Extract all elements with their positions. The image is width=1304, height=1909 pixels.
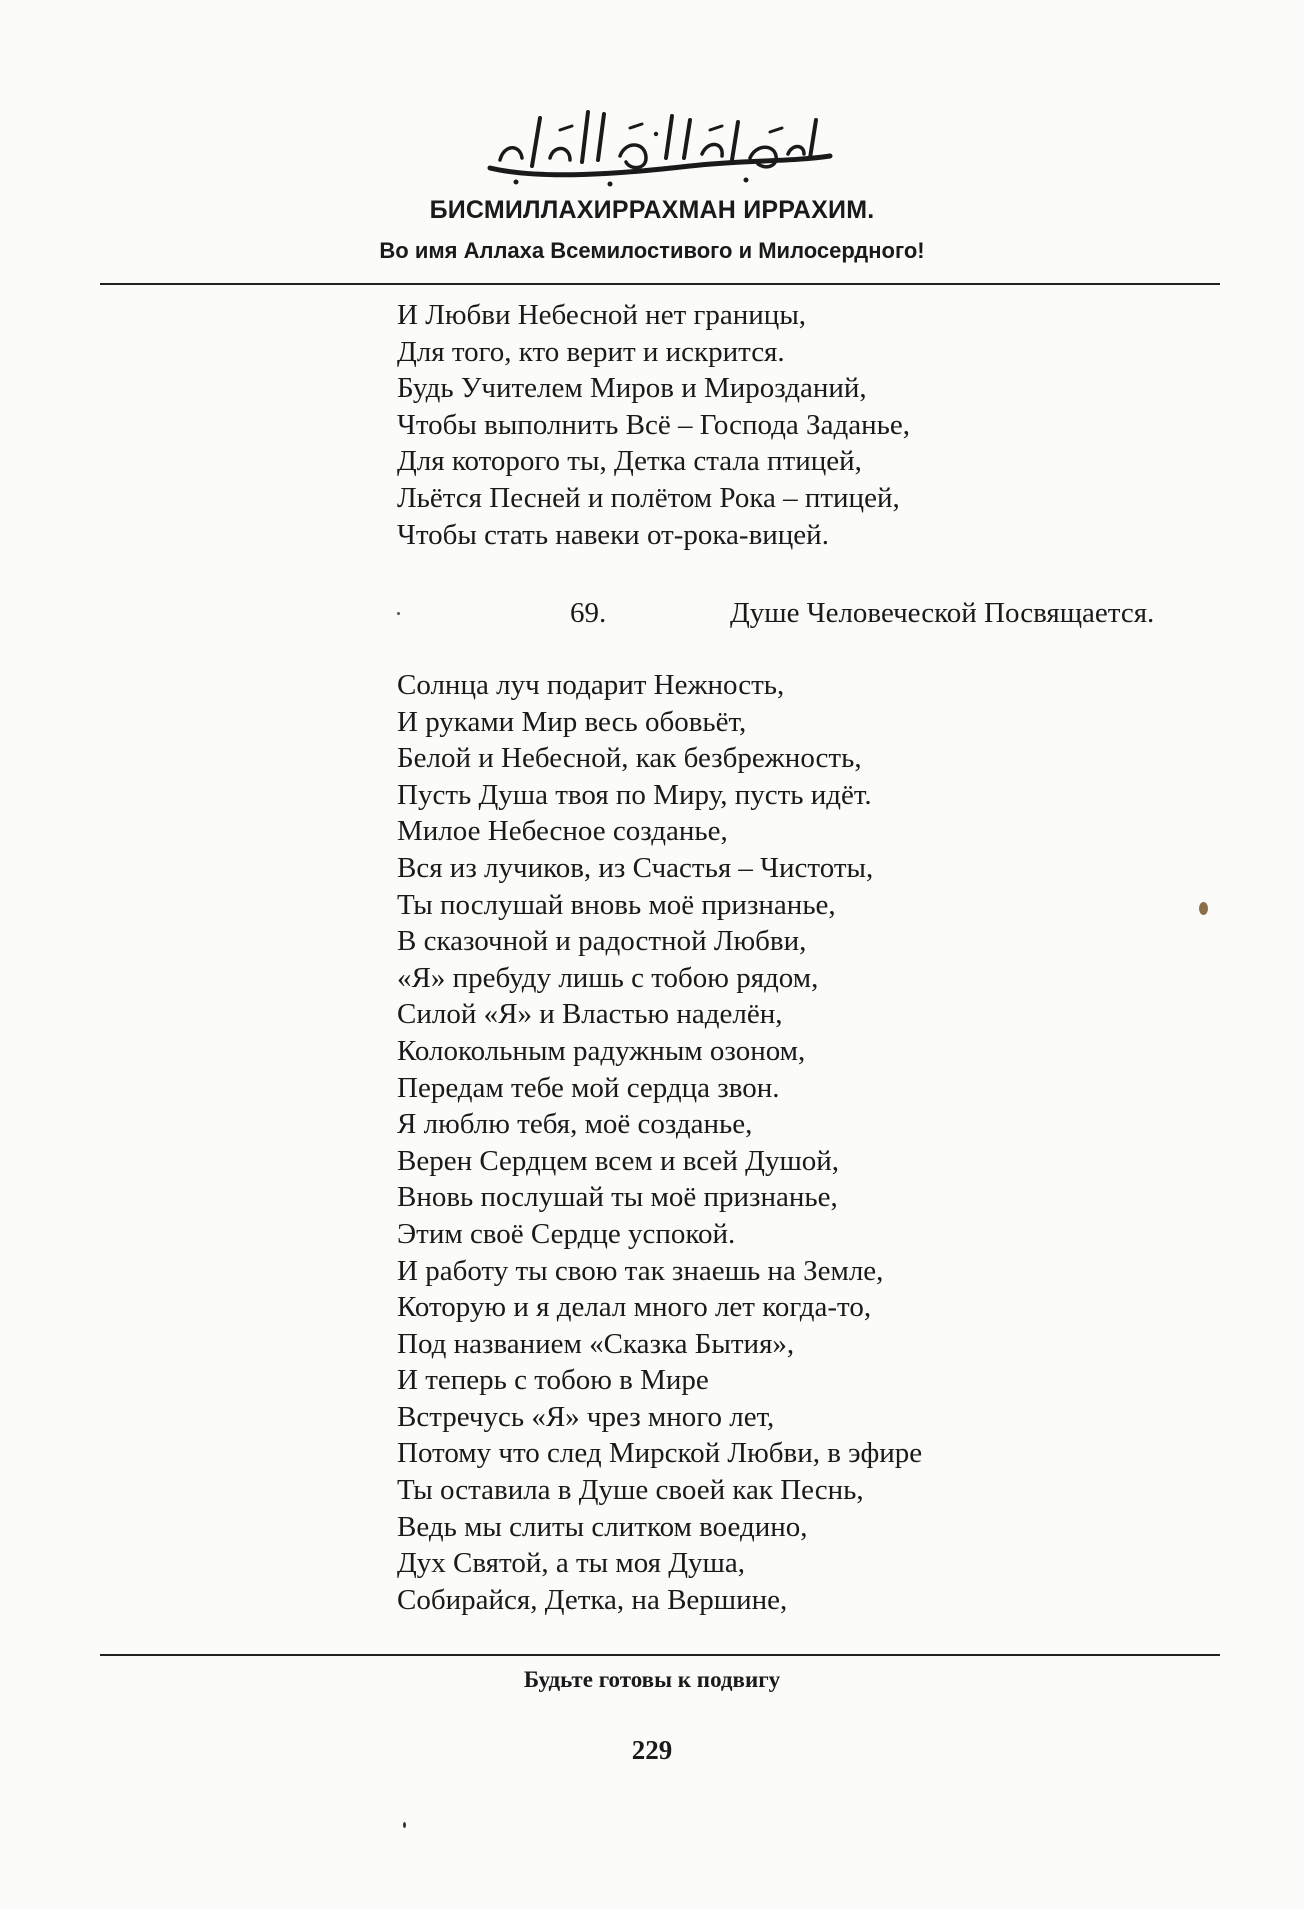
verse-line: Чтобы стать навеки от-рока-вицей. [397, 518, 829, 551]
verse-line: И Любви Небесной нет границы, [397, 299, 807, 331]
scan-speck [1199, 902, 1208, 915]
verse-line: Которую и я делал много лет когда-то, [397, 1291, 872, 1324]
verse-line: Верен Сердцем всем и всей Душой, [397, 1144, 840, 1177]
verse-line: Ты оставила в Душе своей как Песнь, [397, 1474, 864, 1507]
verse-line: И теперь с тобою в Мире [397, 1364, 709, 1397]
verse-line: Я люблю тебя, моё созданье, [397, 1108, 753, 1141]
verse-line: Колокольным радужным озоном, [397, 1034, 806, 1067]
verse-line: Ведь мы слиты слитком воедино, [397, 1510, 808, 1543]
verse-line: И руками Мир весь обовьёт, [397, 705, 747, 738]
header-divider [100, 283, 1220, 285]
verse-line: И работу ты свою так знаешь на Земле, [397, 1254, 884, 1287]
verse-line: «Я» пребуду лишь с тобою рядом, [397, 961, 819, 994]
scan-speck [403, 1822, 406, 1828]
verse-line: Пусть Душа твоя по Миру, пусть идёт. [397, 778, 872, 811]
poem-dedication: Душе Человеческой Посвящается. [730, 597, 1155, 629]
verse-line: Вновь послушай ты моё признанье, [397, 1181, 838, 1214]
verse-block-2 [397, 667, 922, 1618]
verse-line: Ты послушай вновь моё признанье, [397, 888, 836, 921]
verse-line: Чтобы выполнить Всё – Господа Заданье, [397, 408, 910, 441]
scan-speck [397, 612, 400, 615]
verse-line: Потому что след Мирской Любви, в эфире [397, 1437, 923, 1470]
verse-line: Для того, кто верит и искрится. [397, 335, 785, 368]
verse-line: Милое Небесное созданье, [397, 815, 728, 848]
footer-divider [100, 1654, 1220, 1656]
verse-line: Белой и Небесной, как безбрежность, [397, 742, 862, 775]
verse-line: Для которого ты, Детка стала птицей, [397, 445, 862, 478]
header-subtitle: Во имя Аллаха Всемилостивого и Милосердного! [379, 238, 925, 263]
poem-number: 69. [570, 597, 607, 629]
verse-block-1 [397, 297, 910, 553]
running-footer: Будьте готовы к подвигу [523, 1667, 781, 1692]
verse-line: Встречусь «Я» чрез много лет, [397, 1400, 775, 1433]
verse-line: Под названием «Сказка Бытия», [397, 1327, 795, 1360]
verse-line: Солнца луч подарит Нежность, [397, 669, 785, 701]
verse-line: В сказочной и радостной Любви, [397, 925, 807, 958]
verse-line: Будь Учителем Миров и Мирозданий, [397, 372, 867, 405]
verse-line: Льётся Песней и полётом Рока – птицей, [397, 481, 900, 514]
verse-line: Дух Святой, а ты моя Душа, [397, 1547, 745, 1580]
basmala-calligraphy [470, 100, 850, 190]
verse-line: Собирайся, Детка, на Вершине, [397, 1583, 788, 1616]
verse-line: Передам тебе мой сердца звон. [397, 1071, 780, 1104]
verse-line: Вся из лучиков, из Счастья – Чистоты, [397, 851, 874, 884]
header-title: БИСМИЛЛАХИРРАХМАН ИРРАХИМ. [429, 196, 875, 224]
verse-line: Силой «Я» и Властью наделён, [397, 998, 783, 1031]
verse-line: Этим своё Сердце успокой. [397, 1217, 736, 1250]
page-number: 229 [631, 1735, 673, 1765]
